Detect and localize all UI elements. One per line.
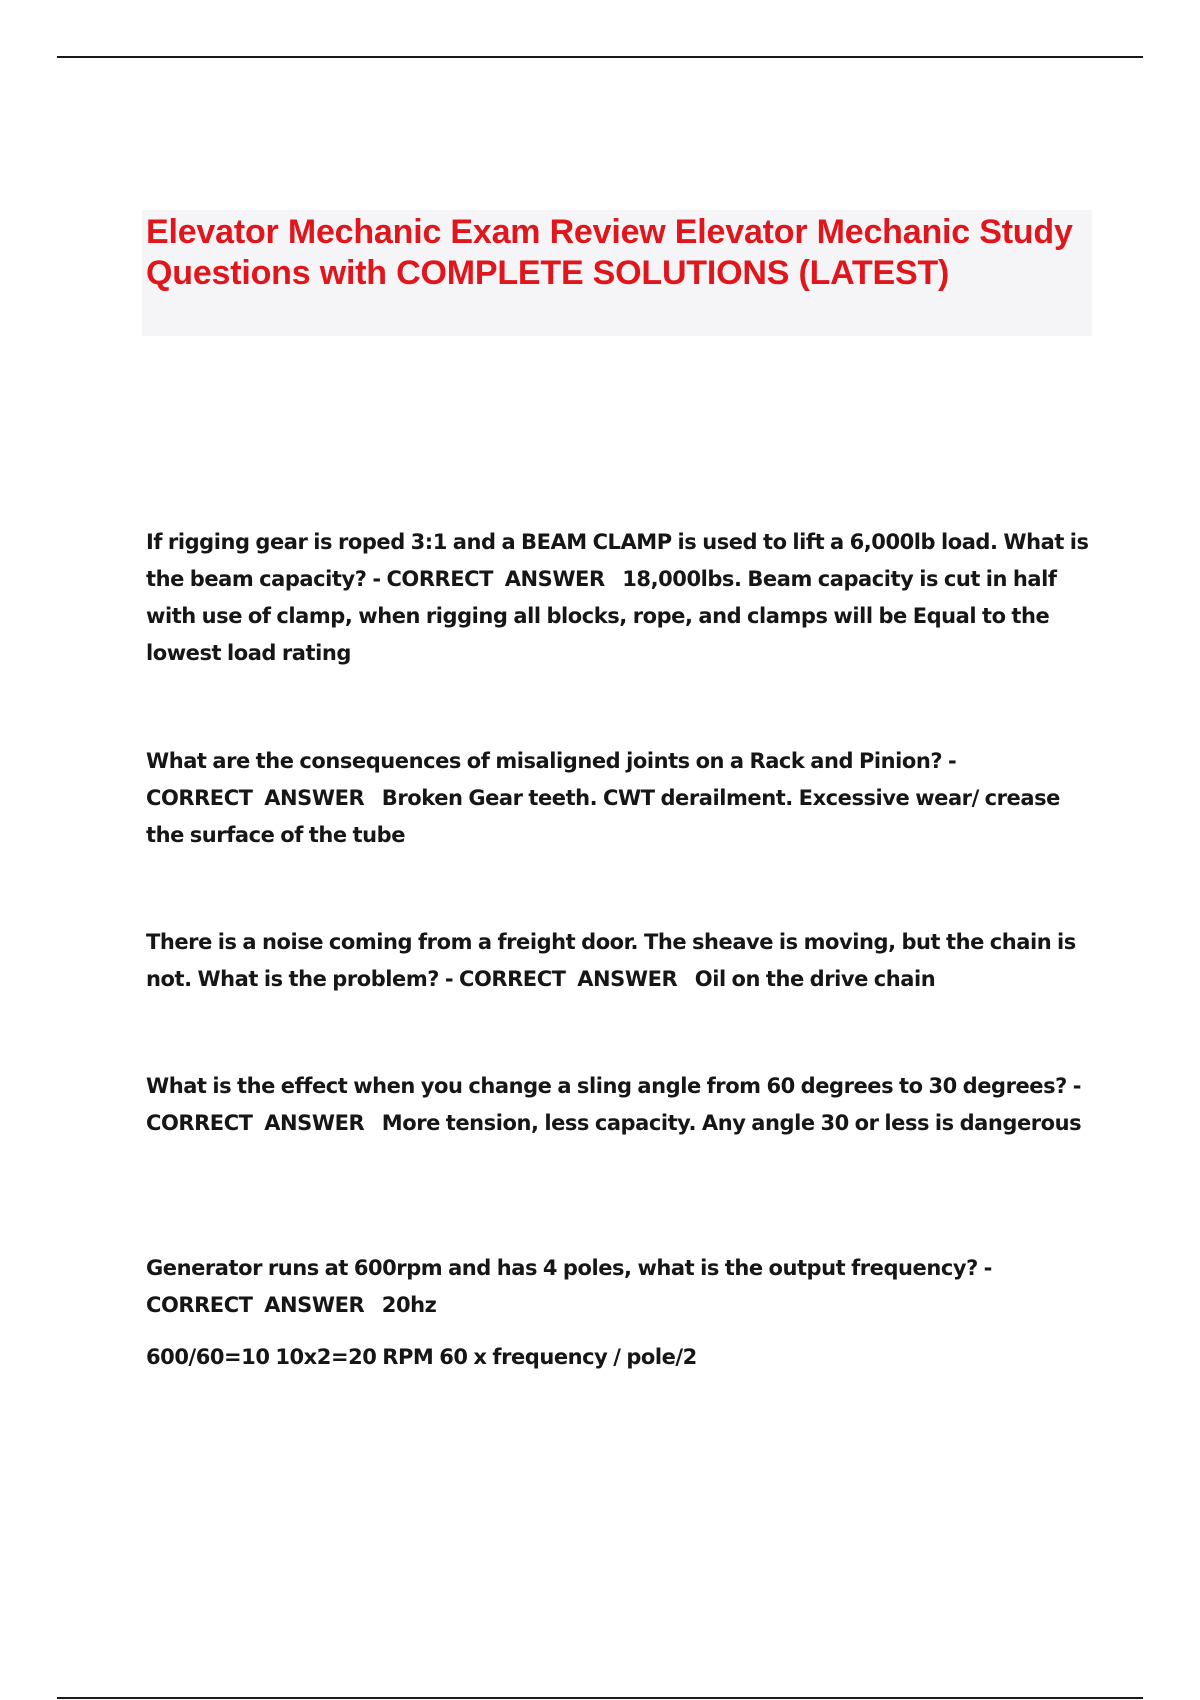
question-block xyxy=(146,924,1096,998)
answer-text: 18,000lbs. Beam capacity is cut in half with use of clamp, when rigging all blocks, rope, and clamps will be Equal to the lowest load rating xyxy=(146,567,1057,665)
answer-tag: CORRECT ANSWER xyxy=(146,1111,365,1135)
answer-tag: CORRECT ANSWER xyxy=(386,567,605,591)
question-block xyxy=(146,1068,1096,1142)
question-text: There is a noise coming from a freight door. The sheave is moving, but the chain is not. What is the problem? - xyxy=(146,930,1076,991)
answer-text: 20hz xyxy=(381,1293,437,1317)
answer-text: More tension, less capacity. Any angle 30 or less is dangerous xyxy=(381,1111,1082,1135)
title-banner xyxy=(142,210,1092,336)
question-text: What are the consequences of misaligned joints on a Rack and Pinion? - xyxy=(146,749,957,773)
calculation-note: 600/60=10 10x2=20 RPM 60 x frequency / pole/2 xyxy=(146,1345,697,1369)
question-answer-text xyxy=(146,524,1096,672)
question-text: Generator runs at 600rpm and has 4 poles, what is the output frequency? - xyxy=(146,1256,992,1280)
answer-text: Oil on the drive chain xyxy=(694,967,936,991)
question-block xyxy=(146,743,1096,854)
calculation-note-block xyxy=(146,1339,1096,1376)
answer-tag: CORRECT ANSWER xyxy=(146,786,365,810)
document-title: Elevator Mechanic Exam Review Elevator Mechanic Study Questions with COMPLETE SOLUTIONS (LATEST) xyxy=(146,213,1073,292)
question-text: If rigging gear is roped 3:1 and a BEAM CLAMP is used to lift a 6,000lb load. What is the beam capacity? - xyxy=(146,530,1089,591)
question-answer-text xyxy=(146,743,1096,854)
answer-tag: CORRECT ANSWER xyxy=(459,967,678,991)
answer-tag: CORRECT ANSWER xyxy=(146,1293,365,1317)
top-rule xyxy=(57,56,1143,58)
question-answer-text xyxy=(146,1068,1096,1142)
question-answer-text xyxy=(146,924,1096,998)
question-block xyxy=(146,524,1096,672)
question-block xyxy=(146,1250,1096,1324)
bottom-rule xyxy=(57,1697,1143,1699)
answer-text: Broken Gear teeth. CWT derailment. Excessive wear/ crease the surface of the tube xyxy=(146,786,1060,847)
question-text: What is the effect when you change a sling angle from 60 degrees to 30 degrees? - xyxy=(146,1074,1081,1098)
question-answer-text xyxy=(146,1250,1096,1324)
